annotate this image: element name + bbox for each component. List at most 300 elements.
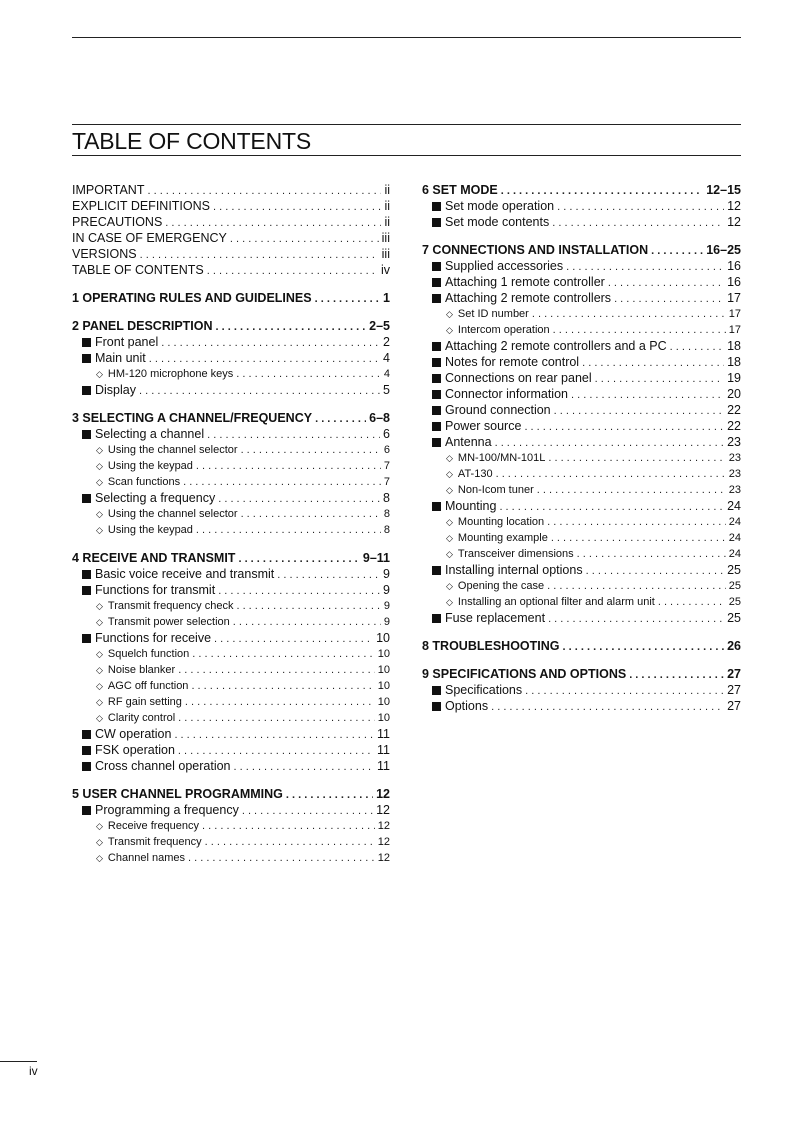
toc-label-text: Cross channel operation (95, 759, 231, 773)
toc-leader-dots (139, 383, 380, 398)
toc-entry[interactable] (72, 742, 390, 758)
toc-label-text: 6 SET MODE (422, 183, 498, 197)
toc-label-text: Intercom operation (457, 324, 550, 336)
toc-label-text: AT-130 (457, 468, 493, 480)
toc-label (82, 758, 231, 774)
toc-label (422, 242, 648, 258)
toc-leader-dots (315, 291, 380, 306)
toc-label-text: Attaching 1 remote controller (445, 275, 605, 289)
toc-leader-dots (658, 594, 726, 610)
toc-label-text: Fuse replacement (445, 611, 546, 625)
toc-entry[interactable] (72, 758, 390, 774)
toc-label-text: EXPLICIT DEFINITIONS (72, 199, 210, 213)
toc-label (96, 710, 175, 726)
page-title: TABLE OF CONTENTS (72, 128, 311, 154)
toc-leader-dots (178, 662, 375, 678)
toc-label-text: Non-Icom tuner (457, 484, 534, 496)
toc-entry[interactable] (422, 562, 741, 578)
toc-subentry[interactable] (72, 366, 390, 382)
toc-subentry[interactable] (422, 482, 741, 498)
toc-label-text: 2 PANEL DESCRIPTION (72, 319, 213, 333)
toc-page-number: 17 (727, 291, 741, 305)
toc-subentry[interactable] (72, 678, 390, 694)
toc-page-number: 16–25 (706, 243, 741, 257)
toc-front-matter[interactable] (72, 182, 390, 198)
toc-entry[interactable] (72, 566, 390, 582)
toc-leader-dots (236, 598, 380, 614)
toc-label-text: IN CASE OF EMERGENCY (72, 231, 227, 245)
toc-label (82, 426, 204, 442)
toc-page-number: 6 (383, 427, 390, 441)
toc-label-text: Mounting example (457, 532, 548, 544)
toc-label (432, 258, 563, 274)
diamond-bullet-icon: ◇ (96, 477, 103, 487)
toc-front-matter[interactable] (72, 262, 390, 278)
toc-label-text: Using the keypad (107, 460, 193, 472)
toc-page-number: 19 (727, 371, 741, 385)
toc-entry[interactable] (422, 682, 741, 698)
toc-page-number: 9 (383, 600, 390, 612)
toc-entry[interactable] (72, 802, 390, 818)
toc-page-number: 10 (377, 664, 390, 676)
toc-page-number: 23 (728, 452, 741, 464)
toc-leader-dots (614, 291, 724, 306)
toc-label-text: Receive frequency (107, 820, 200, 832)
toc-label-text: IMPORTANT (72, 183, 145, 197)
title-rule-top (72, 124, 741, 125)
toc-subentry[interactable] (72, 474, 390, 490)
toc-subentry[interactable] (422, 322, 741, 338)
toc-page-number: 25 (728, 580, 741, 592)
toc-page-number: 17 (728, 324, 741, 336)
toc-label-text: Connector information (445, 387, 568, 401)
toc-leader-dots (315, 411, 366, 426)
toc-subentry[interactable] (72, 834, 390, 850)
toc-front-matter[interactable] (72, 246, 390, 262)
toc-page-number: 23 (727, 435, 741, 449)
toc-section[interactable] (72, 318, 390, 334)
toc-leader-dots (577, 546, 726, 562)
toc-label-text: RF gain setting (107, 696, 182, 708)
square-bullet-icon (82, 354, 91, 363)
square-bullet-icon (82, 586, 91, 595)
toc-label-text: Using the channel selector (107, 508, 238, 520)
toc-label (432, 434, 492, 450)
toc-entry[interactable] (422, 498, 741, 514)
toc-entry[interactable] (422, 370, 741, 386)
toc-label (446, 578, 544, 594)
diamond-bullet-icon: ◇ (96, 713, 103, 723)
toc-entry[interactable] (422, 418, 741, 434)
toc-leader-dots (495, 435, 725, 450)
toc-leader-dots (174, 727, 374, 742)
toc-entry[interactable] (72, 334, 390, 350)
toc-leader-dots (230, 231, 379, 246)
toc-section[interactable] (422, 638, 741, 654)
toc-page-number: 9 (383, 583, 390, 597)
toc-section[interactable] (72, 290, 390, 306)
toc-label (432, 610, 545, 626)
toc-subentry[interactable] (422, 450, 741, 466)
toc-leader-dots (233, 614, 381, 630)
toc-label (432, 198, 554, 214)
toc-entry[interactable] (72, 630, 390, 646)
toc-label-text: 1 OPERATING RULES AND GUIDELINES (72, 291, 312, 305)
toc-page-number: 27 (727, 667, 741, 681)
diamond-bullet-icon: ◇ (96, 617, 103, 627)
toc-entry[interactable] (422, 214, 741, 230)
toc-label (446, 546, 574, 562)
diamond-bullet-icon: ◇ (446, 325, 453, 335)
toc-leader-dots (286, 787, 373, 802)
toc-page-number: 8 (383, 491, 390, 505)
toc-leader-dots (524, 419, 724, 434)
toc-leader-dots (608, 275, 724, 290)
toc-leader-dots (277, 567, 380, 582)
toc-leader-dots (553, 322, 726, 338)
toc-label-text: Programming a frequency (95, 803, 239, 817)
toc-page-number: 12 (377, 852, 390, 864)
toc-leader-dots (499, 499, 724, 514)
toc-subentry[interactable] (72, 442, 390, 458)
toc-leader-dots (651, 243, 703, 258)
toc-leader-dots (563, 639, 725, 654)
toc-label (72, 246, 137, 262)
toc-label (446, 482, 534, 498)
toc-entry[interactable] (422, 338, 741, 354)
toc-entry[interactable] (422, 274, 741, 290)
toc-page-number: 5 (383, 383, 390, 397)
toc-page-number: 23 (728, 468, 741, 480)
toc-page-number: 7 (383, 476, 390, 488)
toc-page-number: 12 (377, 820, 390, 832)
toc-front-matter[interactable] (72, 230, 390, 246)
toc-label-text: Functions for transmit (95, 583, 216, 597)
toc-leader-dots (178, 710, 375, 726)
toc-leader-dots (496, 466, 726, 482)
toc-leader-dots (183, 474, 381, 490)
toc-leader-dots (537, 482, 726, 498)
diamond-bullet-icon: ◇ (446, 549, 453, 559)
toc-leader-dots (218, 491, 380, 506)
toc-subentry[interactable] (422, 530, 741, 546)
toc-subentry[interactable] (72, 458, 390, 474)
toc-entry[interactable] (72, 350, 390, 366)
toc-page-number: 12–15 (706, 183, 741, 197)
toc-entry[interactable] (422, 258, 741, 274)
toc-page-number: 8 (383, 524, 390, 536)
toc-subentry[interactable] (72, 818, 390, 834)
toc-gap (72, 306, 390, 318)
toc-label (432, 682, 522, 698)
toc-label (72, 198, 210, 214)
toc-page-number: 26 (727, 639, 741, 653)
toc-label (82, 382, 136, 398)
toc-label-text: Display (95, 383, 136, 397)
toc-page-number: 7 (383, 460, 390, 472)
diamond-bullet-icon: ◇ (96, 697, 103, 707)
toc-page-number: 16 (727, 275, 741, 289)
toc-label (446, 514, 544, 530)
toc-label (72, 262, 204, 278)
toc-section[interactable] (422, 182, 741, 198)
diamond-bullet-icon: ◇ (96, 461, 103, 471)
toc-label (72, 318, 213, 334)
toc-subentry[interactable] (422, 546, 741, 562)
toc-label (432, 386, 568, 402)
toc-leader-dots (178, 743, 374, 758)
toc-leader-dots (582, 355, 724, 370)
toc-label-text: Channel names (107, 852, 185, 864)
toc-gap (422, 654, 741, 666)
toc-label-text: Options (445, 699, 489, 713)
toc-section[interactable] (422, 242, 741, 258)
toc-label-text: 7 CONNECTIONS AND INSTALLATION (422, 243, 649, 257)
toc-label (82, 726, 171, 742)
toc-label-text: MN-100/MN-101L (457, 452, 546, 464)
square-bullet-icon (432, 202, 441, 211)
toc-gap (72, 538, 390, 550)
toc-page-number: 24 (727, 499, 741, 513)
toc-label (72, 230, 227, 246)
toc-label (422, 182, 498, 198)
toc-leader-dots (238, 551, 359, 566)
toc-label-text: Attaching 2 remote controllers (445, 291, 612, 305)
toc-leader-dots (571, 387, 724, 402)
toc-label-text: Set ID number (457, 308, 529, 320)
toc-front-matter[interactable] (72, 214, 390, 230)
toc-label-text: Transmit frequency check (107, 600, 234, 612)
toc-label (82, 490, 215, 506)
toc-page-number: 6 (383, 444, 390, 456)
toc-label (72, 410, 312, 426)
square-bullet-icon (82, 494, 91, 503)
toc-label-text: 3 SELECTING A CHANNEL/FREQUENCY (72, 411, 313, 425)
toc-entry[interactable] (422, 698, 741, 714)
toc-subentry[interactable] (422, 578, 741, 594)
toc-section[interactable] (422, 666, 741, 682)
toc-leader-dots (242, 803, 373, 818)
diamond-bullet-icon: ◇ (446, 533, 453, 543)
toc-label-text: Installing internal options (445, 563, 583, 577)
toc-subentry[interactable] (72, 850, 390, 866)
diamond-bullet-icon: ◇ (96, 369, 103, 379)
toc-subentry[interactable] (422, 306, 741, 322)
toc-page-number: 27 (727, 699, 741, 713)
toc-leader-dots (554, 403, 724, 418)
toc-entry[interactable] (422, 198, 741, 214)
toc-label (432, 290, 611, 306)
toc-page-number: 2–5 (369, 319, 390, 333)
toc-front-matter[interactable] (72, 198, 390, 214)
toc-page-number: ii (384, 199, 390, 213)
toc-subentry[interactable] (72, 614, 390, 630)
toc-label-text: 8 TROUBLESHOOTING (422, 639, 560, 653)
toc-page-number: 12 (727, 199, 741, 213)
toc-leader-dots (192, 646, 374, 662)
square-bullet-icon (432, 566, 441, 575)
toc-label (96, 850, 185, 866)
square-bullet-icon (432, 342, 441, 351)
toc-leader-dots (214, 631, 373, 646)
toc-label (422, 666, 626, 682)
toc-page-number: 12 (377, 836, 390, 848)
page-number: iv (29, 1064, 38, 1078)
toc-section[interactable] (72, 786, 390, 802)
toc-page-number: 18 (727, 355, 741, 369)
toc-entry[interactable] (422, 290, 741, 306)
toc-subentry[interactable] (422, 466, 741, 482)
diamond-bullet-icon: ◇ (446, 581, 453, 591)
toc-subentry[interactable] (72, 506, 390, 522)
toc-entry[interactable] (422, 402, 741, 418)
toc-page-number: 24 (728, 548, 741, 560)
toc-label (96, 458, 193, 474)
toc-label (422, 638, 560, 654)
square-bullet-icon (82, 730, 91, 739)
toc-leader-dots (207, 427, 380, 442)
diamond-bullet-icon: ◇ (96, 853, 103, 863)
toc-entry[interactable] (422, 386, 741, 402)
toc-label-text: Connections on rear panel (445, 371, 592, 385)
toc-label (96, 694, 182, 710)
toc-page-number: 18 (727, 339, 741, 353)
toc-subentry[interactable] (72, 522, 390, 538)
square-bullet-icon (82, 746, 91, 755)
toc-page-number: 20 (727, 387, 741, 401)
toc-label-text: Clarity control (107, 712, 176, 724)
square-bullet-icon (82, 386, 91, 395)
toc-entry[interactable] (72, 726, 390, 742)
toc-label-text: Notes for remote control (445, 355, 580, 369)
toc-page-number: 22 (727, 419, 741, 433)
square-bullet-icon (432, 438, 441, 447)
toc-leader-dots (207, 263, 378, 278)
toc-label-text: Antenna (445, 435, 492, 449)
toc-entry[interactable] (422, 354, 741, 370)
toc-subentry[interactable] (72, 694, 390, 710)
toc-label (96, 506, 238, 522)
toc-subentry[interactable] (72, 598, 390, 614)
toc-label (446, 450, 545, 466)
diamond-bullet-icon: ◇ (446, 485, 453, 495)
toc-label (446, 466, 493, 482)
toc-subentry[interactable] (72, 710, 390, 726)
toc-entry[interactable] (72, 382, 390, 398)
toc-column-right (422, 182, 741, 714)
toc-leader-dots (241, 506, 381, 522)
toc-label-text: Attaching 2 remote controllers and a PC (445, 339, 667, 353)
toc-label-text: 9 SPECIFICATIONS AND OPTIONS (422, 667, 627, 681)
toc-label-text: Squelch function (107, 648, 190, 660)
toc-leader-dots (547, 578, 726, 594)
toc-label-text: Scan functions (107, 476, 181, 488)
toc-leader-dots (185, 694, 375, 710)
toc-leader-dots (552, 215, 724, 230)
toc-label-text: Selecting a frequency (95, 491, 216, 505)
toc-page-number: 11 (377, 743, 390, 757)
diamond-bullet-icon: ◇ (96, 525, 103, 535)
toc-label-text: Main unit (95, 351, 146, 365)
toc-label-text: FSK operation (95, 743, 175, 757)
square-bullet-icon (82, 806, 91, 815)
toc-page-number: 9 (383, 616, 390, 628)
toc-label-text: 5 USER CHANNEL PROGRAMMING (72, 787, 283, 801)
toc-leader-dots (191, 678, 374, 694)
toc-page-number: 9 (383, 567, 390, 581)
toc-page-number: 25 (727, 611, 741, 625)
toc-entry[interactable] (422, 434, 741, 450)
toc-page-number: 9–11 (362, 551, 390, 565)
toc-subentry[interactable] (422, 514, 741, 530)
toc-gap (72, 278, 390, 290)
toc-subentry[interactable] (72, 662, 390, 678)
toc-label-text: PRECAUTIONS (72, 215, 163, 229)
toc-label-text: Specifications (445, 683, 523, 697)
toc-page-number: 8 (383, 508, 390, 520)
toc-label (96, 662, 175, 678)
toc-subentry[interactable] (72, 646, 390, 662)
toc-leader-dots (629, 667, 724, 682)
toc-label (82, 582, 215, 598)
toc-page-number: 4 (383, 351, 390, 365)
toc-section[interactable] (72, 550, 390, 566)
toc-label-text: Transmit frequency (107, 836, 202, 848)
toc-leader-dots (196, 522, 381, 538)
toc-label-text: Selecting a channel (95, 427, 205, 441)
square-bullet-icon (432, 502, 441, 511)
square-bullet-icon (432, 406, 441, 415)
square-bullet-icon (432, 262, 441, 271)
toc-entry[interactable] (422, 610, 741, 626)
toc-label (82, 630, 211, 646)
toc-leader-dots (532, 306, 726, 322)
toc-leader-dots (196, 458, 381, 474)
toc-leader-dots (234, 759, 375, 774)
square-bullet-icon (82, 338, 91, 347)
toc-entry[interactable] (72, 490, 390, 506)
toc-label (72, 290, 312, 306)
toc-leader-dots (491, 699, 724, 714)
toc-label-text: Noise blanker (107, 664, 176, 676)
toc-section[interactable] (72, 410, 390, 426)
diamond-bullet-icon: ◇ (446, 517, 453, 527)
diamond-bullet-icon: ◇ (96, 445, 103, 455)
toc-leader-dots (241, 442, 381, 458)
toc-label (72, 786, 283, 802)
toc-gap (72, 774, 390, 786)
toc-page-number: 12 (376, 803, 390, 817)
toc-label-text: Using the keypad (107, 524, 193, 536)
toc-label (432, 562, 583, 578)
toc-leader-dots (165, 215, 381, 230)
toc-entry[interactable] (72, 582, 390, 598)
toc-leader-dots (501, 183, 704, 198)
toc-label (446, 322, 550, 338)
toc-entry[interactable] (72, 426, 390, 442)
toc-label (72, 214, 162, 230)
folio-rule (0, 1061, 37, 1062)
toc-gap (72, 398, 390, 410)
diamond-bullet-icon: ◇ (96, 821, 103, 831)
toc-label-text: Set mode contents (445, 215, 550, 229)
toc-label (96, 818, 199, 834)
square-bullet-icon (432, 218, 441, 227)
toc-label-text: Front panel (95, 335, 159, 349)
toc-leader-dots (236, 366, 381, 382)
square-bullet-icon (432, 374, 441, 383)
toc-subentry[interactable] (422, 594, 741, 610)
